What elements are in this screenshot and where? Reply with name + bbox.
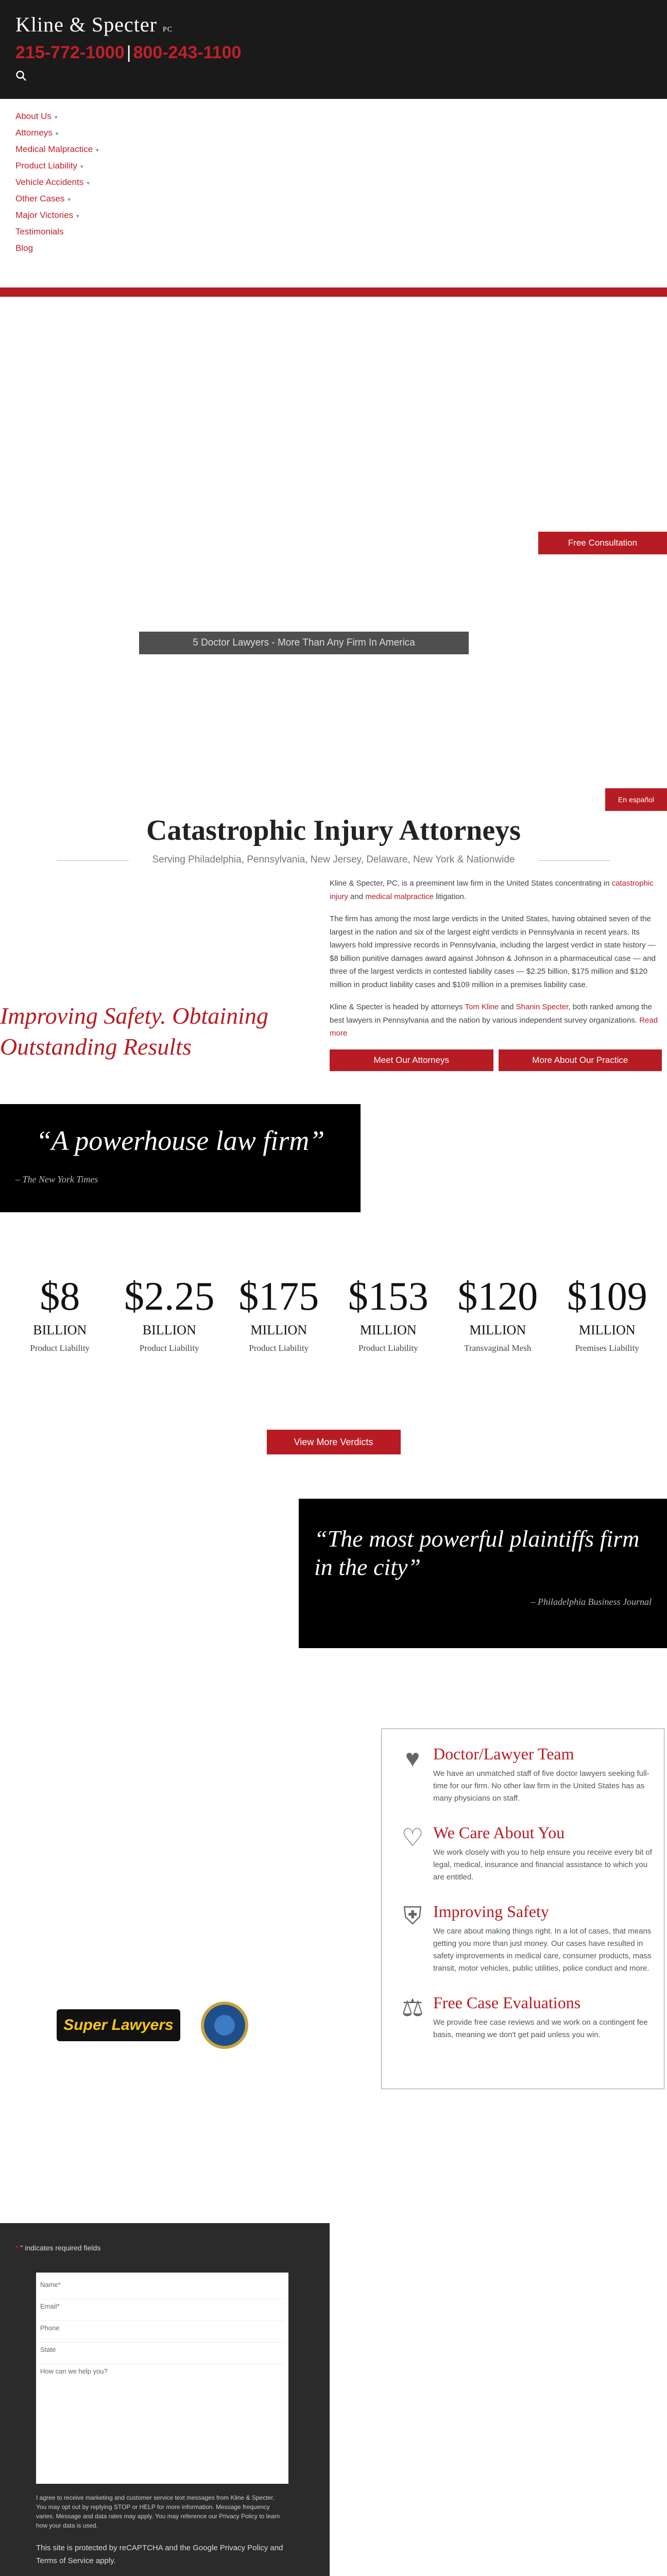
view-more-verdicts-button[interactable]: View More Verdicts bbox=[267, 1430, 401, 1454]
intro-text bbox=[330, 877, 667, 1071]
hero-tagline-band: 5 Doctor Lawyers - More Than Any Firm In America bbox=[139, 632, 469, 654]
contact-form-section bbox=[0, 2223, 330, 2576]
phone-1-link[interactable]: 215-772-1000 bbox=[15, 43, 125, 62]
nav-divider bbox=[0, 287, 667, 297]
stat-item: $153 MILLION Product Liability bbox=[348, 1273, 429, 1353]
page-title: Catastrophic Injury Attorneys bbox=[146, 815, 521, 846]
required-note: * " indicates required fields bbox=[15, 2243, 101, 2252]
safety-icon: ⛨ bbox=[403, 1902, 422, 1930]
logo[interactable]: Kline & Specter PC bbox=[15, 13, 173, 36]
nyt-quote-block bbox=[0, 1104, 361, 1212]
quote-source: – The New York Times bbox=[15, 1174, 98, 1184]
phone-separator: | bbox=[126, 43, 131, 62]
tagline: Improving Safety. Obtaining Outstanding Results bbox=[0, 1003, 268, 1060]
stat-item: $120 MILLION Transvaginal Mesh bbox=[457, 1273, 538, 1353]
quote-source: – Philadelphia Business Journal bbox=[531, 1596, 652, 1607]
why-item: ⚖ Free Case Evaluations We provide free case reviews and we work on a contingent fee basis, meaning we don't get paid unless you win. bbox=[392, 1993, 654, 2041]
pbj-quote-block bbox=[299, 1499, 667, 1648]
espanol-button[interactable]: En español bbox=[605, 788, 667, 811]
why-box bbox=[381, 1728, 664, 2089]
nav-item-attorneys[interactable]: Attorneys ▾ bbox=[15, 128, 59, 138]
search-icon[interactable] bbox=[15, 70, 28, 82]
more-about-practice-button[interactable]: More About Our Practice bbox=[499, 1049, 662, 1071]
phone-2-link[interactable]: 800-243-1100 bbox=[133, 43, 242, 62]
phone-numbers bbox=[15, 43, 652, 63]
intro-left bbox=[0, 877, 330, 1071]
quote-text: “The most powerful plaintiffs firm in the city” bbox=[314, 1525, 640, 1580]
why-item: ⛨ Improving Safety We care about making things right. In a lot of cases, that means getting you more than just money. Our cases have resulted in safety improvements in medical care, consumer products, mass transit, motor vehicles, public utilities, police conduct and more. bbox=[392, 1902, 654, 1975]
nav-item-testimonials[interactable]: Testimonials bbox=[15, 227, 64, 236]
chevron-down-icon: ▾ bbox=[54, 114, 58, 121]
super-lawyers-badge: Super Lawyers bbox=[57, 2009, 180, 2041]
phone-field[interactable]: Phone bbox=[40, 2321, 284, 2343]
recaptcha-note: This site is protected by reCAPTCHA and the Google Privacy Policy and Terms of Service apply. bbox=[36, 2543, 283, 2565]
why-item: ♡ We Care About You We work closely with you to help ensure you receive every bit of legal, medical, insurance and financial assistance to which you are entitled. bbox=[392, 1823, 654, 1884]
email-field[interactable]: Email* bbox=[40, 2299, 284, 2321]
message-textarea[interactable]: How can we help you? bbox=[40, 2367, 108, 2375]
intro-paragraph: Kline & Specter is headed by attorneys Tom Kline and Shanin Specter, both ranked among the best lawyers in Pennsylvania and the nation by various independent survey organizations. Read more bbox=[330, 1003, 658, 1038]
chevron-down-icon: ▾ bbox=[67, 197, 71, 203]
doctor-icon: ♥ bbox=[405, 1744, 420, 1772]
award-seal-icon bbox=[201, 2002, 248, 2049]
tom-kline-link[interactable]: Tom Kline bbox=[465, 1003, 499, 1011]
nav-item-blog[interactable]: Blog bbox=[15, 243, 33, 253]
chevron-down-icon: ▾ bbox=[96, 147, 99, 154]
main-nav bbox=[0, 99, 667, 287]
site-header bbox=[0, 0, 667, 99]
contact-form bbox=[36, 2273, 288, 2484]
stat-item: $175 MILLION Product Liability bbox=[238, 1273, 319, 1353]
why-item: ♥ Doctor/Lawyer Team We have an unmatched staff of five doctor lawyers seeking full-time for our firm. No other law firm in the United States has as many physicians on staff. bbox=[392, 1744, 654, 1805]
name-field[interactable]: Name* bbox=[40, 2278, 284, 2299]
intro-paragraph: The firm has among the most large verdicts in the United States, having obtained seven of the largest in the nation and six of the largest eight verdicts in Pennsylvania in recent years. Its lawyers hold impressive records in Pennsylvania, including the largest verdict in state history — $8 billion punitive damages award against Johnson & Johnson in a pharmaceutical case — and three of the largest verdicts in contested liability cases — $2.25 billion, $175 million and $120 million in product liability cases and $109 million in a premises liability case. bbox=[330, 914, 656, 989]
nav-item-other-cases[interactable]: Other Cases ▾ bbox=[15, 194, 71, 204]
nav-item-product-liability[interactable]: Product Liability ▾ bbox=[15, 161, 83, 171]
chevron-down-icon: ▾ bbox=[76, 213, 79, 219]
verdict-stats bbox=[0, 1273, 667, 1353]
medical-malpractice-link[interactable]: medical malpractice bbox=[365, 892, 434, 901]
stat-item: $2.25 BILLION Product Liability bbox=[124, 1273, 215, 1353]
awards-area bbox=[0, 1728, 381, 2089]
hero-section bbox=[0, 297, 667, 812]
chevron-down-icon: ▾ bbox=[55, 131, 59, 137]
catastrophic-injury-link[interactable]: catastrophic injury bbox=[330, 879, 654, 901]
scales-icon: ⚖ bbox=[401, 1994, 424, 2022]
nav-item-vehicle-accidents[interactable]: Vehicle Accidents ▾ bbox=[15, 177, 90, 187]
meet-attorneys-button[interactable]: Meet Our Attorneys bbox=[330, 1049, 493, 1071]
intro-buttons bbox=[330, 1049, 662, 1071]
nav-item-major-victories[interactable]: Major Victories ▾ bbox=[15, 210, 79, 220]
state-select[interactable]: State bbox=[40, 2343, 284, 2364]
nav-item-medical-malpractice[interactable]: Medical Malpractice ▾ bbox=[15, 144, 99, 154]
quote-text: “A powerhouse law firm” bbox=[36, 1125, 325, 1156]
shanin-specter-link[interactable]: Shanin Specter bbox=[516, 1003, 569, 1011]
stat-item: $109 MILLION Premises Liability bbox=[567, 1273, 647, 1353]
chevron-down-icon: ▾ bbox=[87, 180, 90, 187]
chevron-down-icon: ▾ bbox=[80, 164, 83, 170]
service-area-subtitle: Serving Philadelphia, Pennsylvania, New Jersey, Delaware, New York & Nationwide bbox=[0, 854, 667, 866]
why-choose-us bbox=[0, 1728, 667, 2089]
nav-item-about[interactable]: About Us ▾ bbox=[15, 111, 58, 121]
heart-hands-icon: ♡ bbox=[401, 1824, 424, 1852]
intro-section bbox=[0, 877, 667, 1071]
free-consultation-button[interactable]: Free Consultation bbox=[538, 532, 667, 554]
read-more-link[interactable]: Read more bbox=[330, 1015, 658, 1038]
stat-item: $8 BILLION Product Liability bbox=[30, 1273, 90, 1353]
sms-consent-checkbox[interactable]: I agree to receive marketing and customer service text messages from Kline & Specter. You may opt out by replying STOP or HELP for more information. Message frequency varies. Message and data rates may apply. You may reference our Privacy Policy to learn how your data is used. bbox=[36, 2494, 280, 2529]
intro-paragraph: Kline & Specter, PC, is a preeminent law firm in the United States concentrating in catastrophic injury and medical malpractice litigation. bbox=[330, 879, 654, 901]
